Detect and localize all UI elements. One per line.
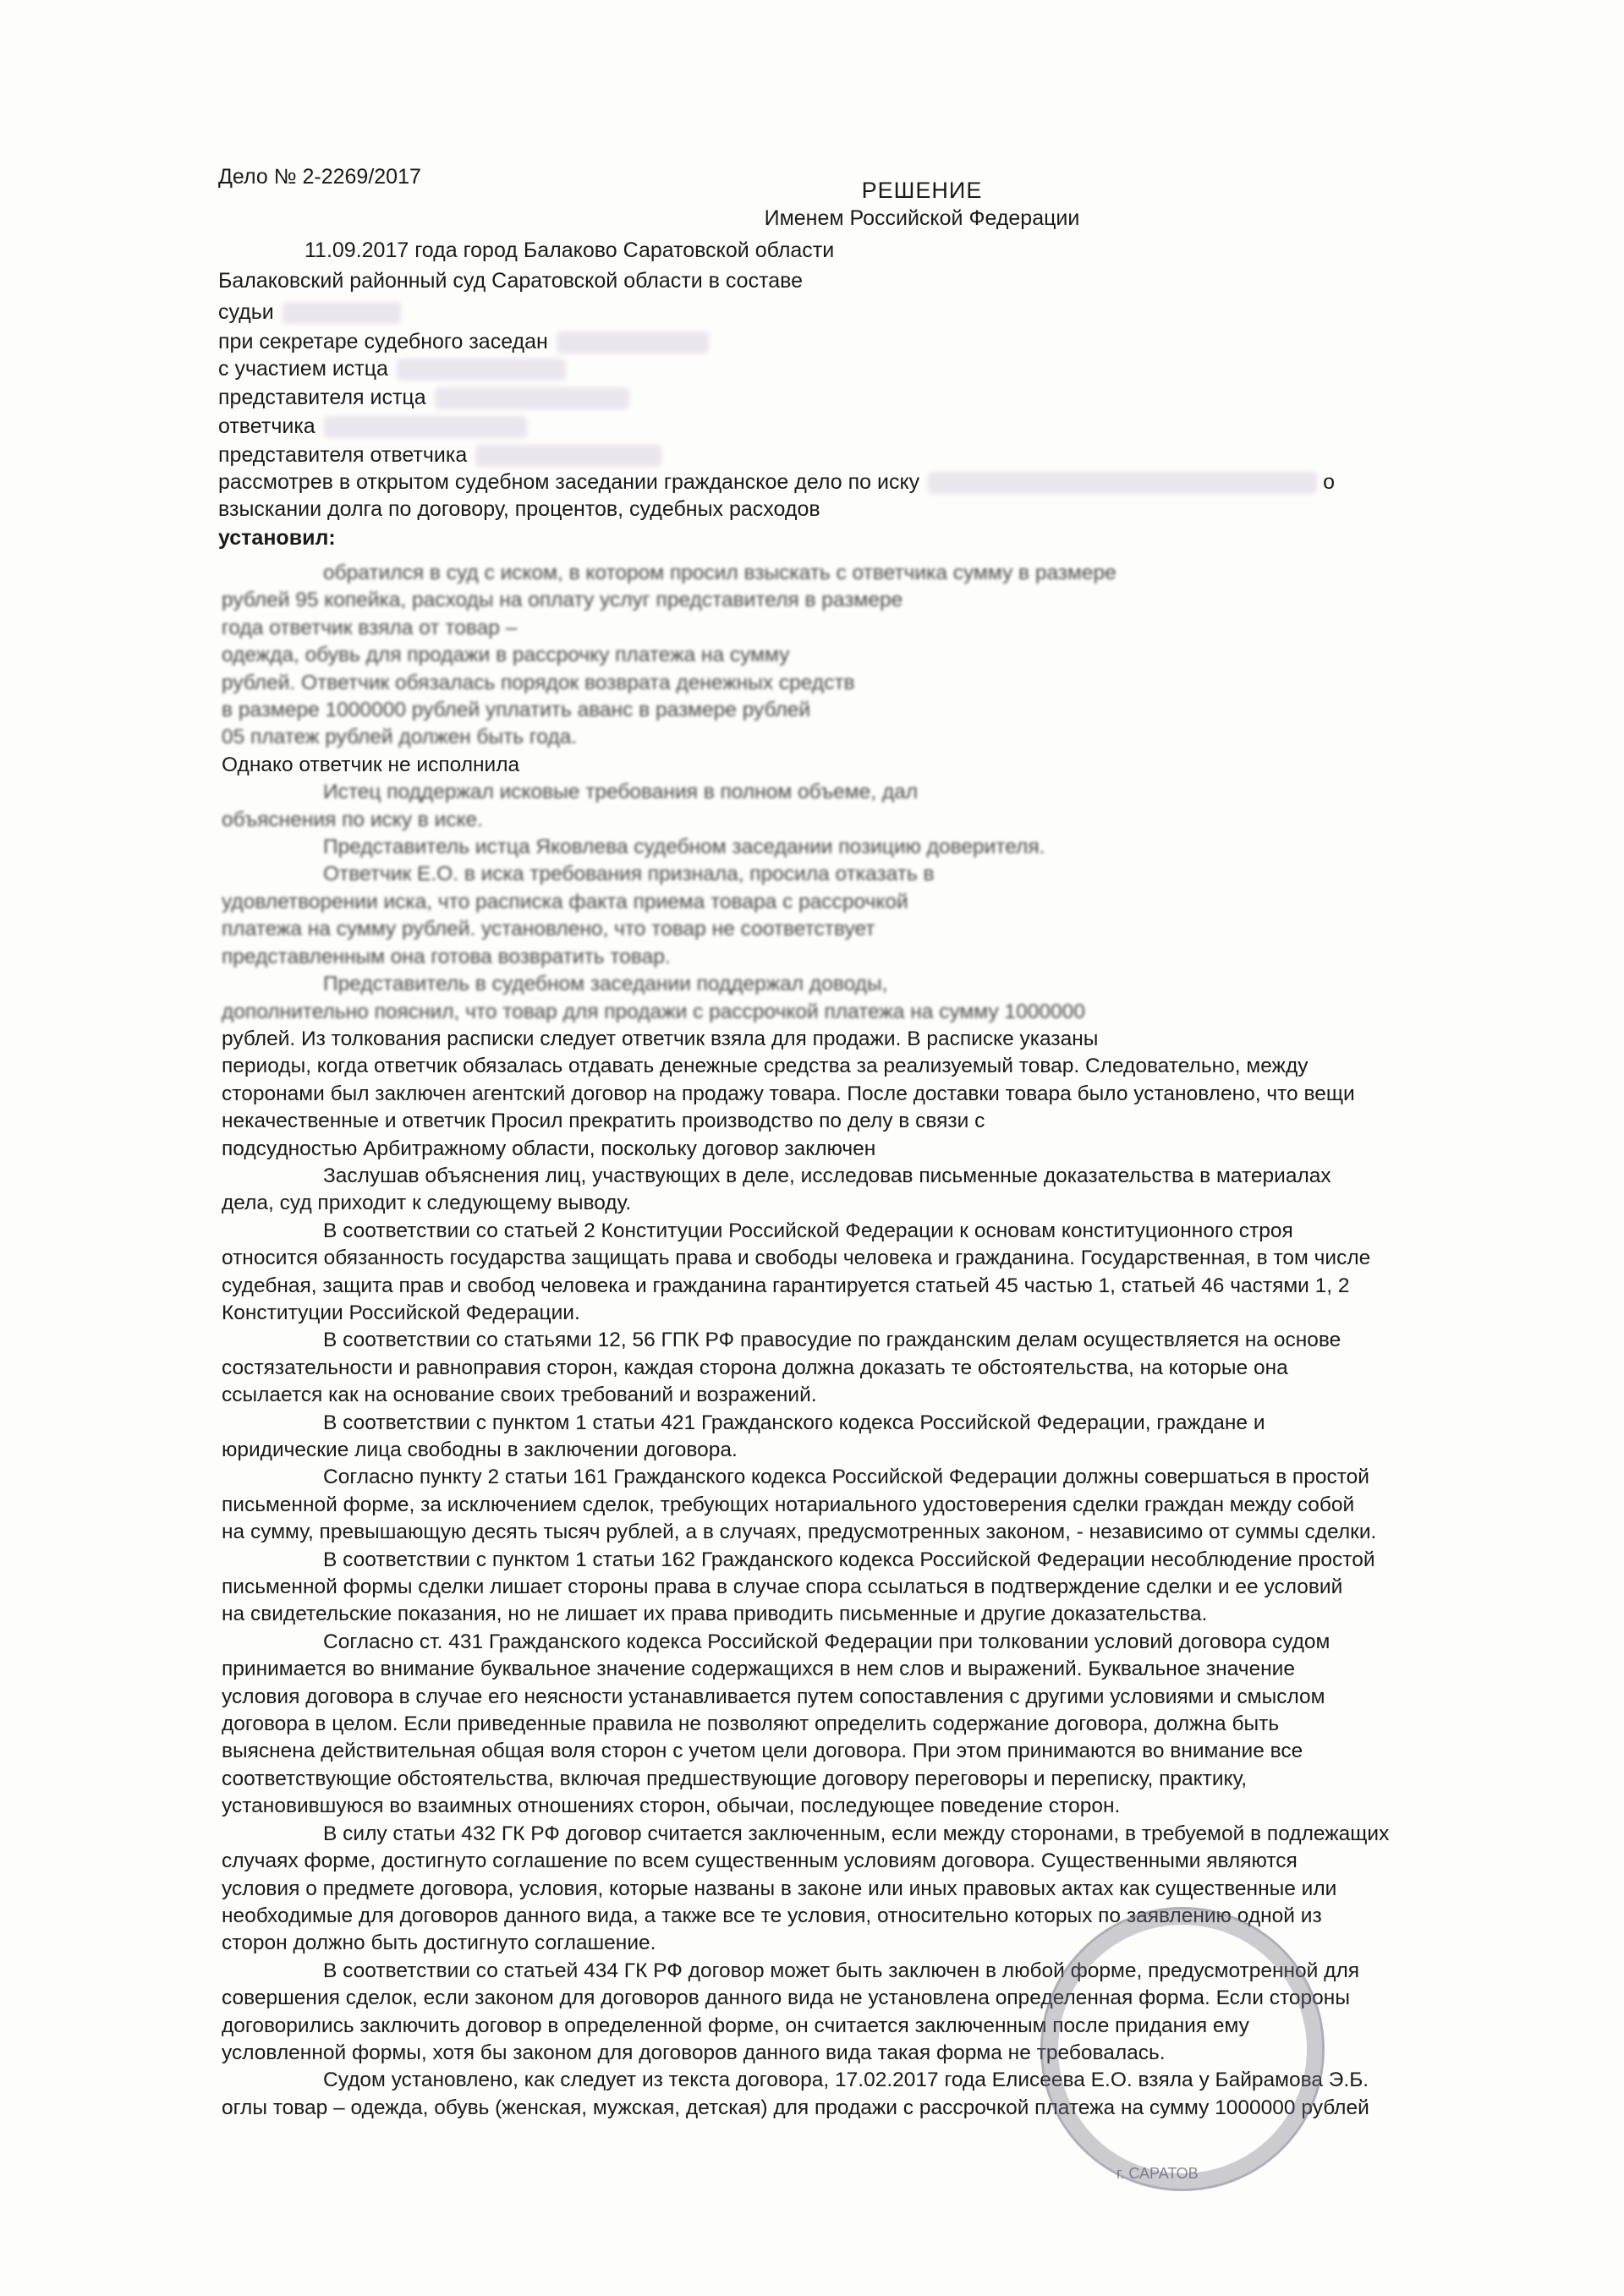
body-line: случаях форме, достигнуто соглашение по всем существенным условиям договора. Существенными являются: [222, 1849, 1298, 1873]
defendant-rep-label: представителя ответчика: [218, 443, 468, 467]
body-line: В силу статьи 432 ГК РФ договор считается заключенным, если между сторонами, в требуемой в подлежащих: [323, 1822, 1390, 1845]
body-line: В соответствии со статьей 2 Конституции Российской Федерации к основам конституционного строя: [323, 1219, 1293, 1242]
court-seal: [1040, 1907, 1325, 2191]
plaintiff-rep-label: представителя истца: [218, 386, 426, 409]
body-line: выяснена действительная общая воля сторон с учетом цели договора. При этом принимаются во внимание все: [222, 1740, 1303, 1763]
body-line: В соответствии с пунктом 1 статьи 162 Гражданского кодекса Российской Федерации несоблюдение простой: [323, 1548, 1375, 1571]
subject-line: взыскании долга по договору, процентов, судебных расходов: [218, 497, 820, 521]
body-line: Представитель в судебном заседании поддержал доводы,: [323, 973, 888, 996]
plaintiff-line: [218, 357, 566, 381]
body-line: Представитель истца Яковлева судебном заседании позицию доверителя.: [323, 836, 1045, 859]
body-line: Согласно ст. 431 Гражданского кодекса Российской Федерации при толковании условий договора судом: [323, 1630, 1330, 1653]
plaintiff-rep-line: [218, 386, 629, 410]
body-line: года ответчик взяла от товар –: [222, 616, 518, 639]
court-line: Балаковский районный суд Саратовской области в составе: [218, 269, 804, 293]
body-line: дела, суд приходит к следующему выводу.: [222, 1192, 632, 1215]
body-line: подсудностью Арбитражному области, поскольку договор заключен: [222, 1137, 876, 1160]
body-line: письменной форме, за исключением сделок, требующих нотариального удостоверения сделки граждан между собой: [222, 1493, 1355, 1516]
decision-body: [222, 560, 1524, 2122]
body-line: представленным она готова возвратить товар.: [222, 945, 671, 968]
body-line: сторон должно быть достигнуто соглашение.: [222, 1932, 656, 1955]
document-title: РЕШЕНИЕ: [861, 178, 983, 203]
judge-label: судьи: [218, 300, 274, 324]
redaction: [928, 472, 1317, 494]
body-line: рублей. Из толкования расписки следует ответчик взяла для продажи. В расписке указаны: [222, 1027, 1099, 1050]
defendant-label: ответчика: [218, 414, 315, 438]
body-line: объяснения по иску в иске.: [222, 808, 483, 831]
body-line: принимается во внимание буквальное значение содержащихся в нем слов и выражений. Буквальное значение: [222, 1658, 1295, 1681]
redaction: [397, 359, 566, 381]
plaintiff-label: с участием истца: [218, 357, 388, 381]
redaction: [283, 302, 401, 324]
body-line: юридические лица свободны в заключении договора.: [222, 1438, 738, 1461]
body-line: рублей. Ответчик обязалась порядок возврата денежных средств: [222, 671, 855, 694]
body-line: Истец поддержал исковые требования в полном объеме, дал: [323, 781, 919, 804]
case-number: Дело № 2-2269/2017: [218, 165, 421, 189]
secretary-line: [218, 330, 709, 354]
body-line: Конституции Российской Федерации.: [222, 1301, 580, 1324]
body-line: В соответствии с пунктом 1 статьи 421 Гражданского кодекса Российской Федерации, граждане и: [323, 1411, 1265, 1434]
body-line: В соответствии со статьями 12, 56 ГПК РФ правосудие по гражданским делам осуществляется на основе: [323, 1329, 1341, 1352]
body-line: относится обязанность государства защищать права и свободы человека и гражданина. Государственная, в том числе: [222, 1247, 1371, 1270]
body-line: условия о предмете договора, условия, которые названы в законе или иных правовых актах как существенные или: [222, 1877, 1337, 1900]
body-line: условленной формы, хотя бы законом для договоров данного вида такая форма не требовалась.: [222, 2041, 1166, 2064]
body-line: оглы товар – одежда, обувь (женская, мужская, детская) для продажи с рассрочкой платежа на сумму 1000000 рублей: [222, 2096, 1369, 2119]
body-line: одежда, обувь для продажи в рассрочку платежа на сумму: [222, 644, 790, 667]
body-line: письменной формы сделки лишает стороны права в случае спора ссылаться в подтверждение сделки и ее условий: [222, 1575, 1343, 1599]
court-seal-text: г. САРАТОВ: [1116, 2165, 1199, 2182]
body-line: обратился в суд с иском, в котором просил взыскать с ответчика сумму в размере: [323, 562, 1116, 584]
body-line: 05 платеж рублей должен быть года.: [222, 726, 578, 749]
redaction: [435, 387, 629, 409]
body-line: соответствующие обстоятельства, включая предшествующие договору переговоры и переписку, практику,: [222, 1767, 1248, 1790]
body-line: рублей 95 копейка, расходы на оплату услуг представителя в размере: [222, 589, 903, 612]
body-line: Судом установлено, как следует из текста договора, 17.02.2017 года Елисеева Е.О. взяла у Байрамова Э.Б.: [323, 2069, 1369, 2092]
body-line: ссылается как на основание своих требований и возражений.: [222, 1384, 817, 1407]
defendant-rep-line: [218, 443, 661, 468]
body-line: необходимые для договоров данного вида, а также все те условия, относительно которых по заявлению одной из: [222, 1904, 1322, 1927]
defendant-line: [218, 414, 527, 439]
body-line: договора в целом. Если приведенные правила не позволяют определить содержание договора, должна быть: [222, 1712, 1280, 1736]
body-line: дополнительно пояснил, что товар для продажи с рассрочкой платежа на сумму 1000000: [222, 1000, 1085, 1023]
body-line: Заслушав объяснения лиц, участвующих в деле, исследовав письменные доказательства в материалах: [323, 1164, 1331, 1187]
body-line: в размере 1000000 рублей уплатить аванс в размере рублей: [222, 699, 811, 722]
redaction: [557, 332, 709, 353]
body-line: Ответчик Е.О. в иска требования признала, просила отказать в: [323, 863, 935, 886]
body-line: судебная, защита прав и свобод человека и гражданина гарантируется статьей 45 частью 1, статьей 46 частями 1, 2: [222, 1274, 1350, 1297]
redaction: [475, 445, 661, 467]
body-line: состязательности и равноправия сторон, каждая сторона должна доказать те обстоятельства, на которые она: [222, 1356, 1288, 1379]
body-line: договорились заключить договор в определенной форме, он считается заключенным после придания ему: [222, 2014, 1249, 2037]
body-line: сторонами был заключен агентский договор на продажу товара. После доставки товара было установлено, что вещи: [222, 1082, 1355, 1105]
judge-line: [218, 300, 401, 325]
considered-end: о: [1323, 470, 1336, 494]
document-subtitle: Именем Российской Федерации: [764, 206, 1080, 230]
body-line: совершения сделок, если законом для договоров данного вида не установлена определенная форма. Если стороны: [222, 1986, 1350, 2010]
secretary-label: при секретаре судебного заседан: [218, 330, 548, 353]
established-heading: установил:: [218, 526, 336, 550]
redaction: [324, 416, 527, 438]
body-line: периоды, когда ответчик обязалась отдавать денежные средства за реализуемый товар. Следовательно, между: [222, 1055, 1309, 1078]
body-line: удовлетворении иска, что расписка факта приема товара с рассрочкой: [222, 890, 908, 913]
body-line: условия договора в случае его неясности устанавливается путем сопоставления с другими условиями и смыслом: [222, 1685, 1325, 1708]
body-line: на свидетельские показания, но не лишает их права приводить письменные и другие доказательства.: [222, 1603, 1208, 1626]
considered-text: рассмотрев в открытом судебном заседании гражданское дело по иску: [218, 470, 920, 494]
body-line: некачественные и ответчик Просил прекратить производство по делу в связи с: [222, 1110, 985, 1133]
body-line: установившуюся во взаимных отношениях сторон, обычаи, последующее поведение сторон.: [222, 1795, 1121, 1818]
body-line: Однако ответчик не исполнила: [222, 753, 520, 776]
dateline: 11.09.2017 года город Балаково Саратовской области: [304, 238, 835, 262]
body-line: В соответствии со статьей 434 ГК РФ договор может быть заключен в любой форме, предусмотренной для: [323, 1959, 1360, 1982]
body-line: платежа на сумму рублей. установлено, что товар не соответствует: [222, 918, 875, 941]
considered-line: [218, 470, 1521, 495]
body-line: на сумму, превышающую десять тысяч рублей, а в случаях, предусмотренных законом, - независимо от суммы сделки.: [222, 1521, 1377, 1544]
body-line: Согласно пункту 2 статьи 161 Гражданского кодекса Российской Федерации должны совершаться в простой: [323, 1466, 1369, 1489]
